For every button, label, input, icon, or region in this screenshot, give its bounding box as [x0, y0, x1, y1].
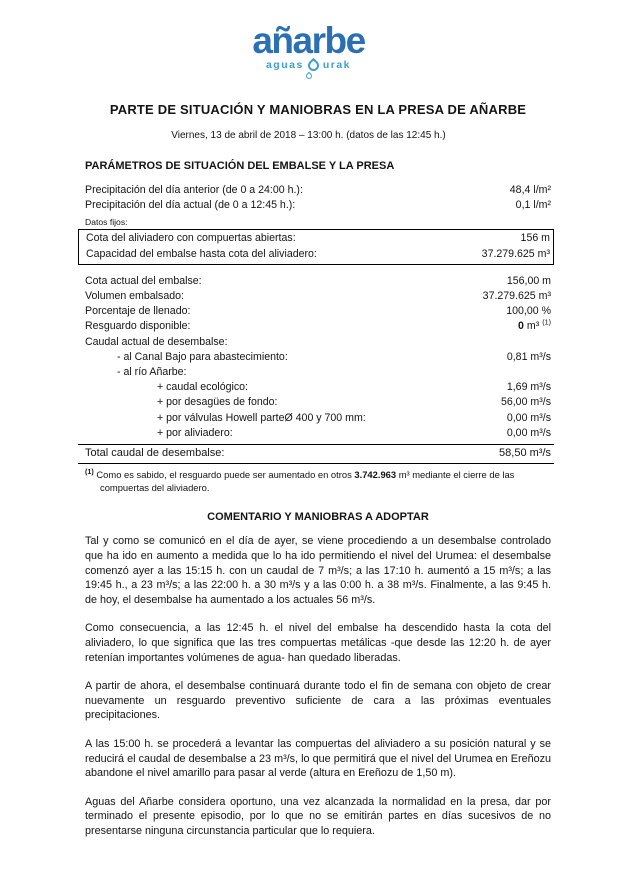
row-label: + por desagües de fondo: — [157, 396, 278, 409]
row-value: 58,50 m³/s — [499, 447, 551, 460]
param-row-volumen — [85, 289, 551, 304]
outflow-row-desagues — [85, 395, 551, 410]
row-value: 0,00 m³/s — [506, 426, 551, 439]
footnote-bold-value: 3.742.963 — [354, 469, 397, 481]
fixed-data-box — [78, 229, 554, 264]
row-value: 156,00 m — [506, 274, 551, 287]
row-value: 100,00 % — [506, 305, 551, 318]
row-label: Resguardo disponible: — [85, 320, 191, 333]
outflow-row-canal-bajo — [85, 350, 551, 365]
date-line: Viernes, 13 de abril de 2018 – 13:00 h. (datos de las 12:45 h.) — [171, 130, 446, 141]
footnote — [85, 469, 551, 494]
param-row-cota-aliviadero — [86, 231, 550, 246]
outflow-row-ecologico — [85, 380, 551, 395]
row-value: 37.279.625 m³ — [481, 247, 550, 260]
comment-paragraph-3: A partir de ahora, el desembalse continuará durante todo el fin de semana con objeto de crear nuevamente un resguardo preventivo suficiente de cara a las próximas eventuales precipitaciones. — [85, 680, 551, 722]
reserve-value: 0 — [518, 320, 524, 333]
row-label: Total caudal de desembalse: — [85, 447, 225, 460]
comment-paragraph-2: Como consecuencia, a las 12:45 h. el nivel del embalse ha descendido hasta la cota del aliviadero, lo que significa que las tres compuertas metálicas -que desde las 12:20 h. de ayer retenían importantes volúmenes de agua- han quedado liberadas. — [85, 622, 551, 664]
row-label: Cota del aliviadero con compuertas abiertas: — [86, 232, 296, 245]
row-value: 56,00 m³/s — [500, 396, 551, 409]
row-value: 48,4 l/m² — [509, 184, 551, 196]
row-label: Precipitación del día anterior (de 0 a 24:00 h.): — [85, 184, 303, 196]
fixed-data-label: Datos fijos: — [85, 217, 128, 228]
row-label: Volumen embalsado: — [85, 290, 184, 303]
comment-paragraph-5: Aguas del Añarbe considera oportuno, una vez alcanzada la normalidad en la presa, dar por terminado el presente episodio, por lo que no se emitirán partes en días sucesivos de no presentarse ninguna circunstancia particular que lo requiera. — [85, 795, 551, 837]
water-drop-small-icon — [304, 72, 312, 80]
row-label: + por aliviadero: — [157, 426, 233, 439]
reserve-unit: m³ — [523, 320, 543, 333]
comment-paragraph-4: A las 15:00 h. se procederá a levantar las compuertas del aliviadero a su posición natural y se reducirá el caudal de desembalse a 23 m³/s, lo que permitirá que el nivel del Urumea en Ereñozu abandone el nivel amarillo para pasar al verde (altura en Ereñozu de 1,50 m). — [85, 737, 551, 780]
row-value: 0,00 m³/s — [506, 411, 551, 424]
param-row-cota-actual — [85, 274, 551, 289]
row-value: 156 m — [520, 232, 550, 245]
footnote-text-before: Como es sabido, el resguardo puede ser aumentado en otros — [93, 469, 355, 481]
param-row-capacidad — [86, 247, 550, 262]
footnote-text-after: m³ mediante el cierre de las compuertas del aliviadero. — [100, 469, 515, 493]
outflow-row-rio-anarbe — [85, 365, 551, 380]
row-label: Cota actual del embalse: — [85, 274, 202, 287]
total-row — [85, 446, 551, 461]
section-heading-parameters: PARÁMETROS DE SITUACIÓN DEL EMBALSE Y LA PRESA — [85, 160, 395, 172]
logo-tagline-urak: urak — [322, 59, 352, 72]
param-row-precip-actual — [85, 198, 551, 213]
row-label: + caudal ecológico: — [157, 381, 248, 394]
row-label: Capacidad del embalse hasta cota del aliviadero: — [86, 247, 317, 260]
logo-tagline — [0, 60, 617, 71]
row-value: 0,81 m³/s — [506, 350, 551, 363]
row-label: - al río Añarbe: — [117, 366, 187, 379]
footnote-ref: (1) — [542, 317, 551, 327]
row-value — [518, 319, 551, 334]
row-value: 1,69 m³/s — [506, 381, 551, 394]
param-row-porcentaje — [85, 304, 551, 319]
param-row-resguardo — [85, 319, 551, 334]
logo-wordmark: añarbe — [252, 20, 365, 61]
row-label: Precipitación del día actual (de 0 a 12:45 h.): — [85, 199, 296, 212]
row-label: + por válvulas Howell parteØ 400 y 700 mm: — [157, 411, 366, 424]
row-label: Porcentaje de llenado: — [85, 305, 191, 318]
footnote-marker: (1) — [85, 467, 94, 477]
row-value: 0,1 l/m² — [515, 199, 551, 212]
param-row-caudal-header — [85, 335, 551, 350]
row-value: 37.279.625 m³ — [482, 290, 551, 303]
section-heading-comments: COMENTARIO Y MANIOBRAS A ADOPTAR — [207, 511, 429, 524]
document-title: PARTE DE SITUACIÓN Y MANIOBRAS EN LA PRESA DE AÑARBE — [109, 102, 527, 117]
param-row-precip-anterior — [85, 183, 551, 198]
logo-tagline-aguas: aguas — [265, 59, 304, 72]
outflow-row-aliviadero — [85, 426, 551, 441]
row-label: - al Canal Bajo para abastecimiento: — [117, 350, 288, 363]
comment-paragraph-1: Tal y como se comunicó en el día de ayer, se viene procediendo a un desembalse controlado que ha ido en aumento a medida que lo ha ido permitiendo el nivel del Urumea: el desembalse comenzó ayer a las 15:15 h. con un caudal de 7 m³/s; a las 17:10 h. aumentó a 15 m³/s; a las 19:45 h., a 23 m³/s; a las 22:00 h. a 30 m³/s y a las 0:00 h. a 38 m³/s. Finalmente, a las 9:45 h. de hoy, el desembalse ha aumentado a los actuales 56 m³/s. — [85, 535, 551, 606]
outflow-row-howell — [85, 411, 551, 426]
company-logo — [0, 20, 617, 79]
total-row-box — [78, 444, 554, 464]
row-label: Caudal actual de desembalse: — [85, 335, 228, 348]
